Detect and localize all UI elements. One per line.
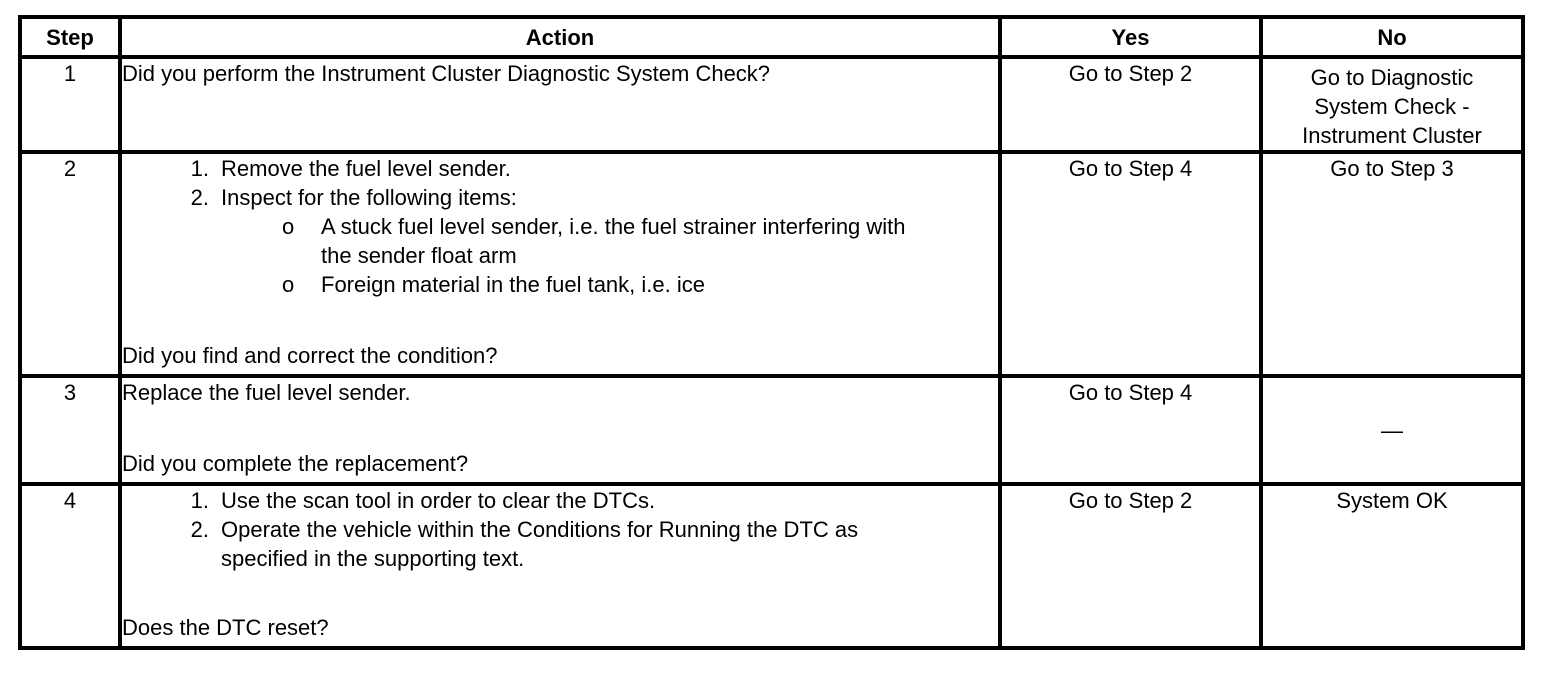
ordered-list [122,154,998,299]
yes-cell: Go to Step 2 [1000,484,1261,648]
no-line: Go to Diagnostic [1310,65,1474,90]
list-item-text: Inspect for the following items: [221,185,517,210]
yes-cell: Go to Step 4 [1000,152,1261,376]
action-question: Does the DTC reset? [122,615,329,640]
action-question: Did you complete the replacement? [122,451,469,476]
action-cell [120,376,1000,484]
list-item-line: Operate the vehicle within the Conditions for Running the DTC as [221,517,859,542]
action-question: Did you perform the Instrument Cluster Diagnostic System Check? [122,61,771,86]
no-cell: System OK [1261,484,1523,648]
no-line: System Check - [1314,94,1470,119]
ordered-list [122,486,998,573]
sub-item-line: Foreign material in the fuel tank, i.e. ice [321,272,705,297]
table-row-step-2 [20,152,1523,376]
sub-list-item [122,212,998,270]
header-action: Action [120,17,1000,57]
no-cell [1261,57,1523,152]
yes-cell: Go to Step 4 [1000,376,1261,484]
no-cell: Go to Step 3 [1261,152,1523,376]
action-instruction: Replace the fuel level sender. [122,380,411,405]
list-item-number: 2. [190,185,209,210]
table-row-step-4 [20,484,1523,648]
list-item [122,154,998,183]
step-number: 1 [20,57,120,152]
list-item-line: specified in the supporting text. [221,546,525,571]
header-yes: Yes [1000,17,1261,57]
list-item [122,515,998,573]
table-row-step-1 [20,57,1523,152]
list-item-number: 1. [190,156,209,181]
action-cell [120,484,1000,648]
yes-cell: Go to Step 2 [1000,57,1261,152]
list-item-text: Use the scan tool in order to clear the DTCs. [221,488,656,513]
step-number: 3 [20,376,120,484]
action-question: Did you find and correct the condition? [122,343,498,368]
sub-bullet: o [282,272,295,297]
sub-list-item [122,270,998,299]
header-step: Step [20,17,120,57]
step-number: 4 [20,484,120,648]
table-row-step-3 [20,376,1523,484]
no-line: Instrument Cluster [1302,123,1482,148]
sub-item-line: A stuck fuel level sender, i.e. the fuel strainer interfering with [321,214,906,239]
sub-bullet: o [282,214,295,239]
diagnostic-table [18,15,1525,650]
list-item-number: 1. [190,488,209,513]
sub-item-line: the sender float arm [321,243,517,268]
list-item [122,486,998,515]
action-cell [120,57,1000,152]
header-row [20,17,1523,57]
header-no: No [1261,17,1523,57]
list-item-text: Remove the fuel level sender. [221,156,511,181]
no-cell: — [1261,376,1523,484]
step-number: 2 [20,152,120,376]
list-item [122,183,998,212]
list-item-number: 2. [190,517,209,542]
action-cell [120,152,1000,376]
